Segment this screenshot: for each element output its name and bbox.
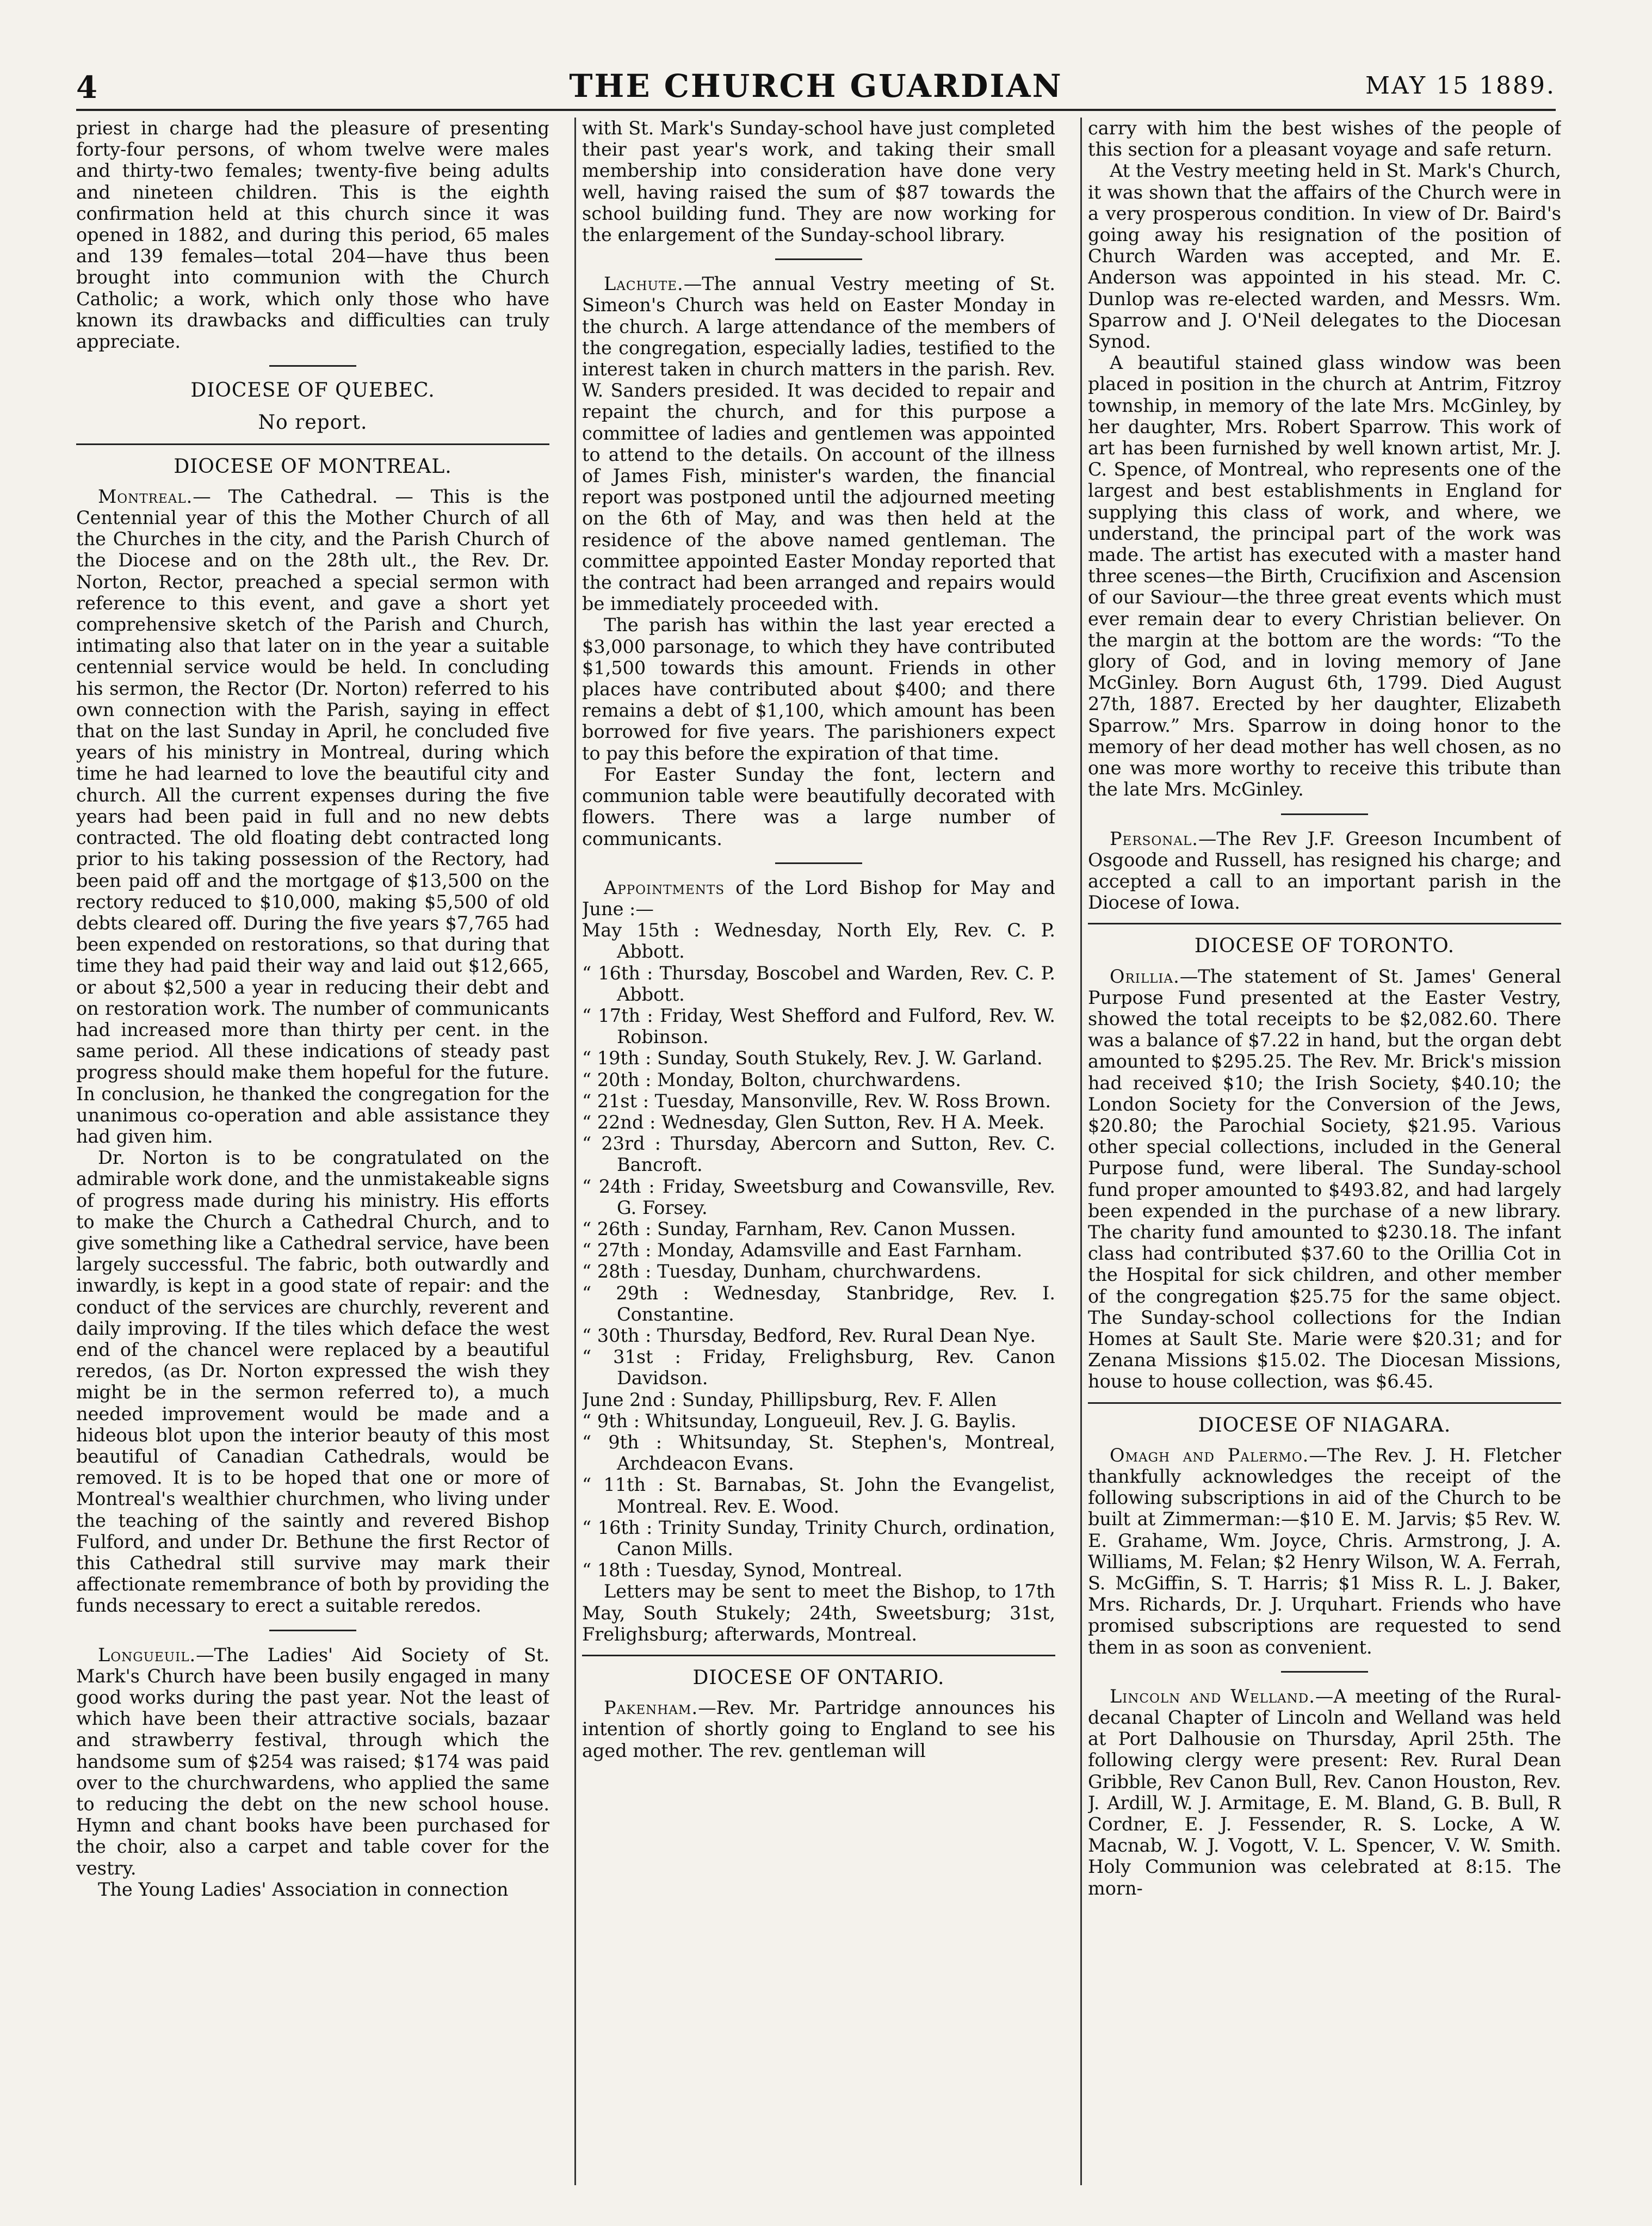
list-item: June 2nd : Sunday, Phillipsburg, Rev. F. Allen <box>582 1389 997 1410</box>
note: No report. <box>258 411 368 434</box>
list-item: “ 29th : Wednesday, Stanbridge, Rev. I. Constantine. <box>582 1282 1055 1325</box>
paragraph: Longueuil.—The Ladies' Aid Society of St. Mark's Church have been busily engaged in many good works during the past year. Not the least of which have been their attractive socials, bazaar and strawberry festival, through which the handsome sum of $254 was raised; $174 was paid over to the churchwardens, who applied the same to reducing the debt on the new school house. Hymn and chant books have been purchased for the choir, also a carpet and table cover for the vestry. <box>76 1644 549 1879</box>
issue-date: MAY 15 1889. <box>1365 72 1556 100</box>
section-heading: DIOCESE OF NIAGARA. <box>1198 1414 1451 1436</box>
list-item: “ 21st : Tuesday, Mansonville, Rev. W. Ross Brown. <box>582 1090 1051 1112</box>
list-item: “ 26th : Sunday, Farnham, Rev. Canon Mussen. <box>582 1218 1016 1240</box>
list-item: “ 28th : Tuesday, Dunham, churchwardens. <box>582 1261 982 1282</box>
divider <box>775 258 862 260</box>
list-item: “ 20th : Monday, Bolton, churchwardens. <box>582 1069 961 1090</box>
divider <box>582 1655 1055 1656</box>
divider <box>1088 923 1561 924</box>
divider <box>1281 1671 1368 1673</box>
divider <box>1281 813 1368 815</box>
paragraph: Letters may be sent to meet the Bishop, to 17th May, South Stukely; 24th, Sweetsburg; 31st, Frelighsburg; afterwards, Montreal. <box>582 1581 1055 1645</box>
paragraph: The Young Ladies' Association in connection <box>98 1878 509 1900</box>
list-item: “ 9th : Whitsunday, St. Stephen's, Montreal, Archdeacon Evans. <box>582 1431 1055 1475</box>
list-item: May 15th : Wednesday, North Ely, Rev. C. P. Abbott. <box>582 920 1055 963</box>
list-item: “ 16th : Trinity Sunday, Trinity Church, ordination, Canon Mills. <box>582 1516 1055 1559</box>
list-item: “ 27th : Monday, Adamsville and East Farnham. <box>582 1240 1023 1261</box>
divider <box>1088 1402 1561 1404</box>
divider <box>775 862 862 864</box>
column-3 <box>1088 118 1561 2185</box>
column-1 <box>76 118 549 2185</box>
lead-in: Lincoln and Welland. <box>1110 1685 1315 1707</box>
lead-in: Longueuil. <box>98 1644 196 1666</box>
paragraph: Personal.—The Rev J.F. Greeson Incumbent of Osgoode and Russell, has resigned his charge; and accepted a call to an important parish in the Diocese of Iowa. <box>1088 828 1561 914</box>
paragraph: with St. Mark's Sunday-school have just completed their past year's work, and taking their small membership into consideration have done very well, having raised the sum of $87 towards the school building fund. They are now working for the enlargement of the Sunday-school library. <box>582 118 1055 246</box>
divider <box>269 1630 356 1631</box>
paragraph: Dr. Norton is to be congratulated on the admirable work done, and the unmistakeable signs of progress made during his ministry. His efforts to make the Church a Cathedral Church, and to give something like a Cathedral service, have been largely successful. The fabric, both outwardly and inwardly, is kept in a good state of repair: and the conduct of the services are churchly, reverent and daily improving. If the tiles which deface the west end of the chancel were replaced by a beautiful reredos, (as Dr. Norton expressed the wish they might be in the sermon referred to), a much needed improvement would be made and a hideous blot upon the interior beauty of this most beautiful of Canadian Cathedrals, would be removed. It is to be hoped that one or more of Montreal's wealthier churchmen, who living under the teaching of the saintly and revered Bishop Fulford, and under Dr. Bethune the first Rector of this Cathedral still survive may mark their affectionate remembrance of both by providing the funds necessary to erect a suitable reredos. <box>76 1147 549 1617</box>
paragraph: Montreal.— The Cathedral. — This is the Centennial year of this the Mother Church of all the Churches in the city, and the Parish Church of the Diocese and on the 28th ult., the Rev. Dr. Norton, Rector, preached a special sermon with reference to this event, and gave a short yet comprehensive sketch of the Parish and Church, intimating also that later on in the year a suitable centennial service would be held. In concluding his sermon, the Rector (Dr. Norton) referred to his own connection with the Parish, saying in effect that on the last Sunday in April, he concluded five years of his ministry in Montreal, during which time he had learned to love the beautiful city and church. All the current expenses during the five years had been paid in full and no new debts contracted. The old floating debt contracted long prior to his taking possession of the Rectory, had been paid off and the mortgage of $13,500 on the rectory reduced to $10,000, making $5,500 of old debts cleared off. During the five years $7,765 had been expended on restorations, so that during that time they had paid their way and laid out $12,665, or about $2,500 a year in reducing their debt and on restoration work. The number of communicants had increased more than thirty per cent. in the same period. All these indications of steady past progress should make them hopeful for the future. In conclusion, he thanked the congregation for the unanimous co-operation and able assistance they had given him. <box>76 485 549 1147</box>
paragraph: The parish has within the last year erected a $3,000 parsonage, to which they have contributed $1,500 towards this amount. Friends in other places have contributed about $400; and there remains a debt of $1,100, which amount has been borrowed for five years. The parishioners expect to pay this before the expiration of that time. <box>582 614 1055 764</box>
lead-in: Pakenham. <box>604 1697 698 1719</box>
list-item: “ 17th : Friday, West Shefford and Fulford, Rev. W. Robinson. <box>582 1004 1055 1048</box>
page-number: 4 <box>76 70 97 106</box>
paragraph: Omagh and Palermo.—The Rev. J. H. Fletcher thankfully acknowledges the receipt of the following subscriptions in aid of the Church to be built at Zimmerman:—$10 E. M. Jarvis; $5 Rev. W. E. Grahame, Wm. Joyce, Chris. Armstrong, J. A. Williams, M. Felan; $2 Henry Wilson, W. A. Ferrah, S. McGiffin, S. T. Harris; $1 Miss R. L. J. Baker, Mrs. Richards, Dr. J. Urquhart. Friends who have promised subscriptions are requested to send them in as soon as convenient. <box>1088 1444 1561 1658</box>
paragraph: A beautiful stained glass window was been placed in position in the church at Antrim, Fitzroy township, in memory of the late Mrs. McGinley, by her daughter, Mrs. Robert Sparrow. This work of art has been furnished by well known artist, Mr. J. C. Spence, of Montreal, who represents one of the largest and best establishments in England for supplying this class of work, and where, we understand, the principal part of the work was made. The artist has executed with a master hand three scenes—the Birth, Crucifixion and Ascension of our Saviour—the three great events which must ever remain dear to every Christian believer. On the margin at the bottom are the words: “To the glory of God, and in loving memory of Jane McGinley. Born August 6th, 1799. Died August 27th, 1887. Erected by her daughter, Elizabeth Sparrow.” Mrs. Sparrow in doing honor to the memory of her dead mother has well chosen, as no one was more worthy to receive this tribute than the late Mrs. McGinley. <box>1088 352 1561 800</box>
paragraph: priest in charge had the pleasure of presenting forty-four persons, of whom twelve were males and thirty-two females; twenty-five being adults and nineteen children. This is the eighth confirmation held at this church since it was opened in 1882, and during this period, 65 males and 139 females—total 204—have thus been brought into communion with the Church Catholic; a work, which only those who have known its drawbacks and difficulties can truly appreciate. <box>76 118 549 353</box>
header-rule <box>76 109 1556 111</box>
list-item: “ 19th : Sunday, South Stukely, Rev. J. W. Garland. <box>582 1047 1043 1069</box>
list-item: “ 30th : Thursday, Bedford, Rev. Rural Dean Nye. <box>582 1324 1036 1346</box>
paragraph: At the Vestry meeting held in St. Mark's Church, it was shown that the affairs of the Church were in a very prosperous condition. In view of Dr. Baird's going away his resignation of the position of Church Warden was accepted, and Mr. E. Anderson was appointed in his stead. Mr. C. Dunlop was re-elected warden, and Messrs. Wm. Sparrow and J. O'Neil delegates to the Diocesan Synod. <box>1088 160 1561 353</box>
page-header <box>76 64 1556 108</box>
section-heading: DIOCESE OF MONTREAL. <box>174 455 452 478</box>
paragraph: For Easter Sunday the font, lectern and communion table were beautifully decorated with flowers. There was a large number of communicants. <box>582 763 1055 849</box>
appointments-list <box>582 920 1055 1581</box>
section-heading: DIOCESE OF ONTARIO. <box>692 1667 945 1689</box>
list-item: “ 31st : Friday, Frelighsburg, Rev. Canon Davidson. <box>582 1346 1055 1389</box>
lead-in: Appointments <box>604 877 725 898</box>
paragraph: carry with him the best wishes of the people of this section for a pleasant voyage and safe return. <box>1088 118 1561 161</box>
list-item: “ 22nd : Wednesday, Glen Sutton, Rev. H A. Meek. <box>582 1111 1045 1133</box>
lead-in: Montreal. <box>98 485 193 507</box>
divider <box>269 365 356 367</box>
masthead-title: THE CHURCH GUARDIAN <box>569 67 1063 104</box>
list-item: “ 23rd : Thursday, Abercorn and Sutton, Rev. C. Bancroft. <box>582 1133 1055 1176</box>
paragraph: Appointments of the Lord Bishop for May and June :— <box>582 877 1055 920</box>
lead-in: Personal. <box>1110 828 1198 849</box>
list-item: “ 18th : Tuesday, Synod, Montreal. <box>582 1559 903 1581</box>
paragraph: Lincoln and Welland.—A meeting of the Rural-decanal Chapter of Lincoln and Welland was held at Port Dalhousie on Thursday, April 25th. The following clergy were present: Rev. Rural Dean Gribble, Rev Canon Bull, Rev. Canon Houston, Rev. J. Ardill, W. J. Armitage, E. M. Bland, G. B. Bull, R Cordner, E. J. Fessender, R. S. Locke, A W. Macnab, W. J. Vogott, V. L. Spencer, V. W. Smith. Holy Communion was celebrated at 8:15. The morn- <box>1088 1685 1561 1899</box>
section-heading: DIOCESE OF QUEBEC. <box>190 379 435 402</box>
paragraph: Orillia.—The statement of St. James' General Purpose Fund presented at the Easter Vestry, showed the total receipts to be $2,082.60. There was a balance of $7.22 in hand, but the organ debt amounted to $295.25. The Rev. Mr. Brick's mission had received $10; the Irish Society, $40.10; the London Society for the Conversion of the Jews, $20.80; the Parochial Society, $21.95. Various other special collections, included in the General Purpose fund, were liberal. The Sunday-school fund proper amounted to $493.82, and had largely been expended in the purchase of a new library. The charity fund amounted to $230.18. The infant class had contributed $37.60 to the Orillia Cot in the Hospital for sick children, and other member of the congregation $25.75 for the same object. The Sunday-school collections for the Indian Homes at Sault Ste. Marie were $20.31; and for Zenana Missions $15.02. The Diocesan Missions, house to house collection, was $6.45. <box>1088 965 1561 1392</box>
column-2 <box>582 118 1055 2185</box>
divider <box>76 443 549 445</box>
lead-in: Lachute. <box>604 273 684 295</box>
lead-in: Omagh and Palermo. <box>1110 1444 1309 1466</box>
list-item: “ 16th : Thursday, Boscobel and Warden, Rev. C. P. Abbott. <box>582 962 1055 1005</box>
lead-in: Orillia. <box>1110 965 1180 987</box>
column-rule <box>1080 118 1082 2185</box>
list-item: “ 9th : Whitsunday, Longueuil, Rev. J. G. Baylis. <box>582 1410 1017 1432</box>
column-rule <box>574 118 576 2185</box>
section-heading: DIOCESE OF TORONTO. <box>1194 935 1455 958</box>
list-item: “ 24th : Friday, Sweetsburg and Cowansville, Rev. G. Forsey. <box>582 1175 1055 1218</box>
list-item: “ 11th : St. Barnabas, St. John the Evangelist, Montreal. Rev. E. Wood. <box>582 1474 1055 1517</box>
paragraph: Lachute.—The annual Vestry meeting of St. Simeon's Church was held on Easter Monday in the church. A large attendance of the members of the congregation, especially ladies, testified to the interest taken in church matters in the parish. Rev. W. Sanders presided. It was decided to repair and repaint the church, and for this purpose a committee of ladies and gentlemen was appointed to attend to the details. On account of the illness of James Fish, minister's warden, the financial report was postponed until the adjourned meeting on the 6th of May, and was then held at the residence of the above named gentleman. The committee appointed Easter Monday reported that the contract had been arranged and repairs would be immediately proceeded with. <box>582 273 1055 615</box>
paragraph: Pakenham.—Rev. Mr. Partridge announces his intention of shortly going to England to see his aged mother. The rev. gentleman will <box>582 1697 1055 1761</box>
